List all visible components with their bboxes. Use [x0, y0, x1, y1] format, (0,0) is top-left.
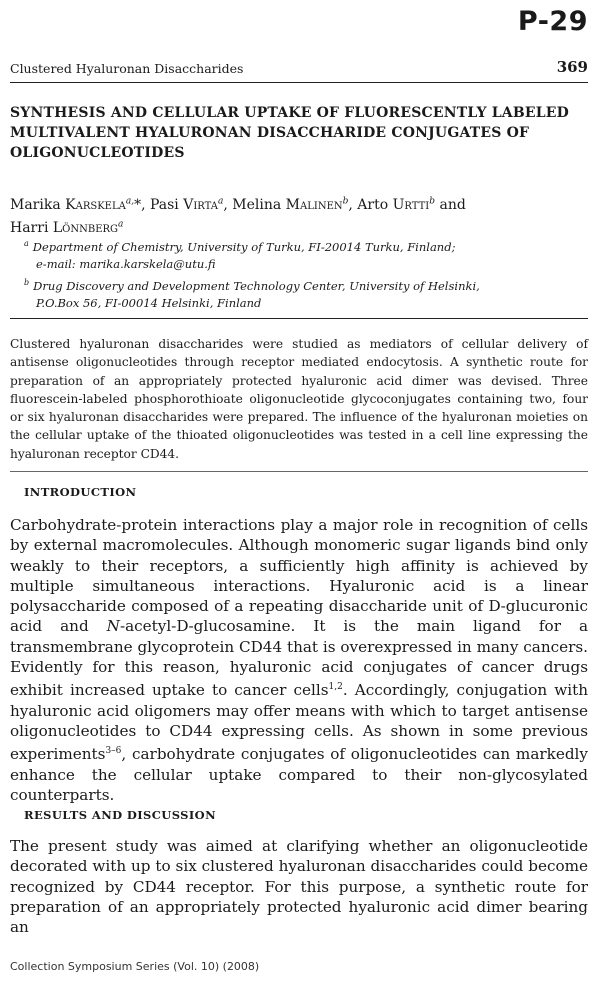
introduction-heading: INTRODUCTION: [24, 485, 137, 499]
page-number: 369: [556, 58, 588, 76]
abstract: Clustered hyaluronan disaccharides were studied as mediators of cellular delivery of antisense oligonucleotides through receptor mediated endocytosis. A synthetic route for preparation of an appropriately protected hyaluronic acid dimer was devised. Three fluorescein-labeled phosphorothioate oligonucleotide glycoconjugates containing two, four or six hyaluronan disaccharides were prepared. The influence of the hyaluronan moieties on the cellular uptake of the thioated oligonucleotides was tested in a cell line expressing the hyaluronan receptor CD44.: [10, 337, 588, 461]
results-heading: RESULTS AND DISCUSSION: [24, 808, 216, 822]
citation: 3–6: [105, 746, 122, 757]
citation: 1,2: [328, 682, 343, 693]
author: Harri Lönnberg$^a$: [10, 219, 124, 237]
abstract-bottom-rule: [10, 471, 588, 472]
footer: Collection Symposium Series (Vol. 10) (2008): [10, 960, 260, 973]
abstract-top-rule: [10, 318, 588, 319]
running-head: [10, 56, 588, 83]
page-code: P-29: [517, 6, 588, 37]
running-head-title: Clustered Hyaluronan Disaccharides: [10, 61, 244, 76]
affiliations: [24, 235, 584, 313]
author: Arto Urtti$^b$ and: [357, 196, 466, 213]
affiliation-b: $^b$ Drug Discovery and Development Technology Center, University of Helsinki, P.O.Box 56, FI-00014 Helsinki, Finland: [24, 277, 480, 311]
paper-title: SYNTHESIS AND CELLULAR UPTAKE OF FLUORESCENTLY LABELED MULTIVALENT HYALURONAN DISACCHARIDE CONJUGATES OF OLIGONUCLEOTIDES: [10, 105, 570, 161]
author: Marika Karskela$^{a,}$*,: [10, 196, 150, 213]
affiliation-a: $^a$ Department of Chemistry, University of Turku, FI-20014 Turku, Finland; e-mail: marika.karskela@utu.fi: [24, 239, 456, 272]
introduction-paragraph: Carbohydrate-protein interactions play a major role in recognition of cells by external macromolecules. Although monomeric sugar ligands bind only weakly to their receptors, a sufficiently high affinity is achieved by multiple simultaneous interactions. Hyaluronic acid is a linear polysaccharide composed of a repeating disaccharide unit of D-glucuronic acid and N-acetyl-D-glucosamine. It is the main ligand for a transmembrane glycoprotein CD44 that is overexpressed in many cancers. Evidently for this reason, hyaluronic acid conjugates of cancer drugs exhibit increased uptake to cancer cells$^{1,2}$. Accordingly, conjugation with hyaluronic acid oligomers may offer means with which to target antisense oligonucleotides to CD44 expressing cells. As shown in some previous experiments$^{3-6}$, carbohydrate conjugates of oligonucleotides can markedly enhance the cellular uptake compared to their non-glycosylated counterparts.: [10, 516, 588, 804]
author: Melina Malinen$^b$,: [232, 196, 358, 213]
results-paragraph: The present study was aimed at clarifying whether an oligonucleotide decorated with up to six clustered hyaluronan disaccharides could become recognized by CD44 receptor. For this purpose, a synthetic route for preparation of an appropriately protected hyaluronic acid dimer bearing an: [10, 837, 588, 937]
author: Pasi Virta$^a$,: [149, 196, 233, 213]
author-list: [10, 191, 580, 238]
